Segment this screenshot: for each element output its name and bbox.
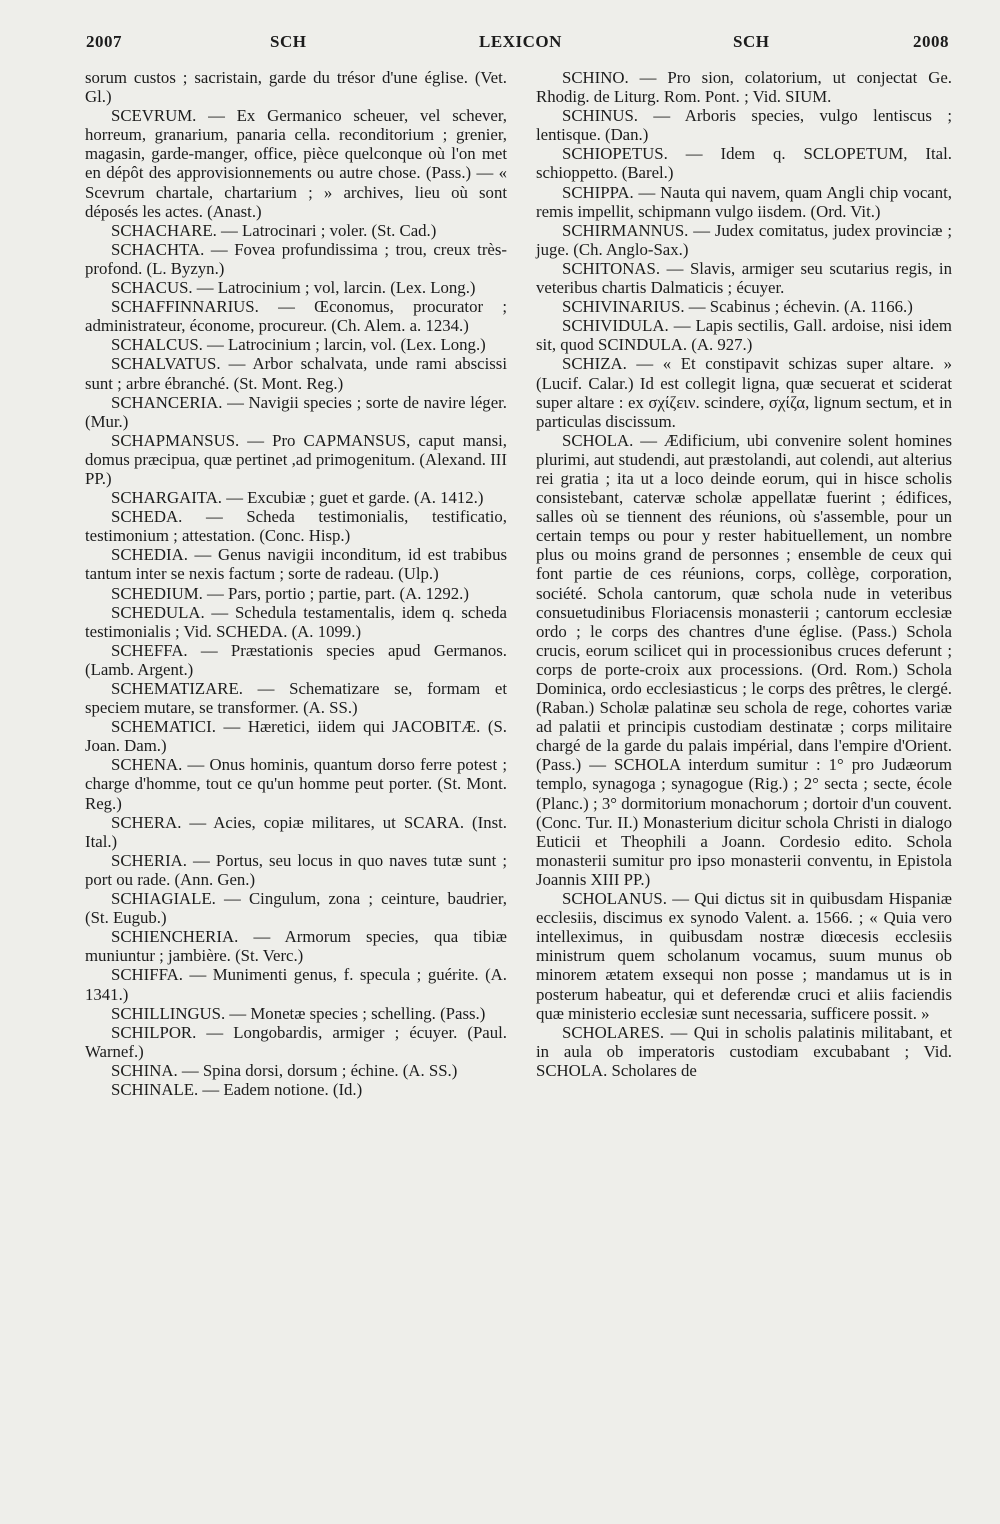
dictionary-entry: SCHEMATICI. — Hæretici, iidem qui JACOBITÆ. (S. Joan. Dam.) bbox=[85, 717, 507, 756]
dictionary-entry: SCHENA. — Onus hominis, quantum dorso ferre potest ; charge d'homme, tout ce qu'un homme peut porter. (St. Mont. Reg.) bbox=[85, 755, 507, 813]
dictionary-entry: SCHIFFA. — Munimenti genus, f. specula ; guérite. (A. 1341.) bbox=[85, 965, 507, 1004]
dictionary-entry: SCHOLANUS. — Qui dictus sit in quibusdam Hispaniæ ecclesiis, discimus ex synodo Valent. a. 1566. ; « Quia vero intelleximus, in quibusdam nostræ diœcesis ecclesiis ministrum quem scholanum vocamus, suum munus ob minorem ætatem exsequi non posse ; mandamus ut is in posterum habeatur, qui et deferendæ cruci et aliis faciendis quæ ministerio ecclesiæ sunt necessaria, sufficere possit. » bbox=[536, 889, 952, 1023]
section-heading-left: SCH bbox=[270, 32, 307, 51]
dictionary-entry: SCHINUS. — Arboris species, vulgo lentiscus ; lentisque. (Dan.) bbox=[536, 106, 952, 145]
dictionary-entry: SCHILLINGUS. — Monetæ species ; schelling. (Pass.) bbox=[111, 1003, 486, 1023]
dictionary-entry: SCEVRUM. — Ex Germanico scheuer, vel schever, horreum, granarium, panaria cella. reconditorium ; grenier, magasin, garde-manger, office, pièce quelconque où l'on met en dépôt des approvisionnements ou autre chose. (Pass.) — « Scevrum chartale, chartarium ; » archives, lieu où sont déposés les actes. (Anast.) bbox=[85, 106, 507, 221]
dictionary-entry: SCHIRMANNUS. — Judex comitatus, judex provinciæ ; juge. (Ch. Anglo-Sax.) bbox=[536, 220, 952, 259]
dictionary-entry: SCHERIA. — Portus, seu locus in quo naves tutæ sunt ; port ou rade. (Ann. Gen.) bbox=[85, 850, 507, 889]
dictionary-entry: SCHACUS. — Latrocinium ; vol, larcin. (Lex. Long.) bbox=[111, 278, 476, 298]
dictionary-entry: SCHITONAS. — Slavis, armiger seu scutarius regis, in veteribus chartis Dalmaticis ; écuyer. bbox=[536, 258, 952, 298]
dictionary-entry: SCHEDA. — Scheda testimonialis, testificatio, testimonium ; attestation. (Conc. Hisp.) bbox=[85, 507, 507, 546]
dictionary-entry: SCHEDULA. — Schedula testamentalis, idem q. scheda testimonialis ; Vid. SCHEDA. (A. 1099.) bbox=[85, 602, 507, 641]
dictionary-entry: SCHIOPETUS. — Idem q. SCLOPETUM, Ital. schioppetto. (Barel.) bbox=[536, 144, 952, 183]
dictionary-entry: SCHEFFA. — Præstationis species apud Germanos. (Lamb. Argent.) bbox=[85, 640, 507, 679]
dictionary-entry: SCHINALE. — Eadem notione. (Id.) bbox=[111, 1079, 363, 1099]
dictionary-entry: SCHALCUS. — Latrocinium ; larcin, vol. (Lex. Long.) bbox=[111, 335, 486, 355]
dictionary-entry: SCHIVIDULA. — Lapis sectilis, Gall. ardoise, nisi idem sit, quod SCINDULA. (A. 927.) bbox=[536, 316, 952, 355]
dictionary-entry: SCHAFFINNARIUS. — Œconomus, procurator ; administrateur, économe, procureur. (Ch. Alem. a. 1234.) bbox=[85, 297, 507, 336]
dictionary-entry: SCHACHTA. — Fovea profundissima ; trou, creux très-profond. (L. Byzyn.) bbox=[85, 239, 507, 278]
dictionary-entry: SCHOLARES. — Qui in scholis palatinis militabant, et in aula ob imperatoris custodiam excubabant ; Vid. SCHOLA. Scholares de bbox=[536, 1022, 952, 1080]
right-column bbox=[536, 68, 952, 1080]
dictionary-entry: SCHOLA. — Ædificium, ubi convenire solent homines plurimi, aut studendi, aut præstolandi, aut colendi, aut alterius rei gratia ; ita ut a loco deinde eorum, qui in hisce scholis consistebant, catervæ scholæ appellatæ fuerint ; édifices, salles où se tiennent des réunions, où s'assemble, pour un certain temps ou pour y rester habituellement, un nombre plus ou moins grand de personnes ; ensemble de ceux qui font partie de ces réunions, corps, collège, corporation, société. Schola cantorum, quæ schola nude in veteribus consuetudinibus Floriacensis monasterii ; cantorum ecclesiæ ordo ; le corps des chantres d'une église. (Pass.) Schola crucis, eorum scilicet qui in processionibus cruces deferunt ; corps de porte-croix aux processions. (Ord. Rom.) Schola Dominica, ordo ecclesiasticus ; le corps des prêtres, le clergé. (Raban.) Scholæ palatinæ seu schola de rege, cohortes variæ ad palatii et principis custodiam destinatæ ; corps militaire chargé de la garde du palais impérial, dans l'empire d'Orient. (Pass.) — SCHOLA interdum sumitur : 1° pro Judæorum templo, synagoga ; synagogue (Rig.) ; 2° secta ; secte, école (Planc.) ; 3° dormitorium monachorum ; dortoir d'un couvent. (Conc. Tur. II.) Monasterium dicitur schola Christi in dialogo Euticii et Theophili a Joann. Cordesio edito. Schola monasterii sumitur pro ipso monasterii conventu, in Epistola Joannis XIII PP.) bbox=[536, 430, 952, 889]
dictionary-entry: SCHIZA. — « Et constipavit schizas super altare. » (Lucif. Calar.) Id est collegit ligna, quæ secuerat et sciderat super altare : ex σχίζειν. scindere, σχίζα, lignum sectum, et in particulas discissum. bbox=[536, 354, 952, 431]
dictionary-entry: SCHERA. — Acies, copiæ militares, ut SCARA. (Inst. Ital.) bbox=[85, 812, 507, 851]
dictionary-entry: SCHINA. — Spina dorsi, dorsum ; échine. (A. SS.) bbox=[111, 1060, 458, 1080]
dictionary-entry: SCHEMATIZARE. — Schematizare se, formam et speciem mutare, se transformer. (A. SS.) bbox=[85, 679, 507, 718]
dictionary-entry: SCHEDIUM. — Pars, portio ; partie, part. (A. 1292.) bbox=[111, 583, 469, 603]
dictionary-entry: SCHILPOR. — Longobardis, armiger ; écuyer. (Paul. Warnef.) bbox=[85, 1022, 507, 1061]
dictionary-entry: SCHACHARE. — Latrocinari ; voler. (St. Cad.) bbox=[111, 220, 437, 240]
dictionary-entry: SCHALVATUS. — Arbor schalvata, unde rami abscissi sunt ; arbre ébranché. (St. Mont. Reg.) bbox=[85, 354, 507, 393]
dictionary-entry: SCHIENCHERIA. — Armorum species, qua tibiæ muniuntur ; jambière. (St. Verc.) bbox=[85, 927, 507, 966]
running-title: LEXICON bbox=[479, 32, 562, 51]
dictionary-entry: SCHARGAITA. — Excubiæ ; guet et garde. (A. 1412.) bbox=[111, 488, 484, 508]
dictionary-entry: SCHIAGIALE. — Cingulum, zona ; ceinture, baudrier, (St. Eugub.) bbox=[85, 889, 507, 928]
dictionary-entry: SCHIVINARIUS. — Scabinus ; échevin. (A. 1166.) bbox=[562, 297, 913, 317]
dictionary-entry: SCHANCERIA. — Navigii species ; sorte de navire léger. (Mur.) bbox=[85, 392, 507, 431]
dictionary-entry: SCHIPPA. — Nauta qui navem, quam Angli chip vocant, remis impellit, schipmann vulgo iisdem. (Ord. Vit.) bbox=[536, 182, 952, 221]
page-number-left: 2007 bbox=[86, 32, 122, 51]
page-number-right: 2008 bbox=[913, 32, 949, 51]
dictionary-entry: SCHEDIA. — Genus navigii inconditum, id est trabibus tantum inter se nexis factum ; sorte de radeau. (Ulp.) bbox=[85, 545, 507, 584]
dictionary-entry: SCHINO. — Pro sion, colatorium, ut conjectat Ge. Rhodig. de Liturg. Rom. Pont. ; Vid. SIUM. bbox=[536, 68, 952, 107]
section-heading-right: SCH bbox=[733, 32, 770, 51]
dictionary-entry: SCHAPMANSUS. — Pro CAPMANSUS, caput mansi, domus præcipua, quæ pertinet ,ad primogenitum. (Alexand. III PP.) bbox=[85, 430, 507, 488]
left-column bbox=[85, 68, 507, 1099]
dictionary-entry: sorum custos ; sacristain, garde du trésor d'une église. (Vet. Gl.) bbox=[85, 68, 507, 107]
